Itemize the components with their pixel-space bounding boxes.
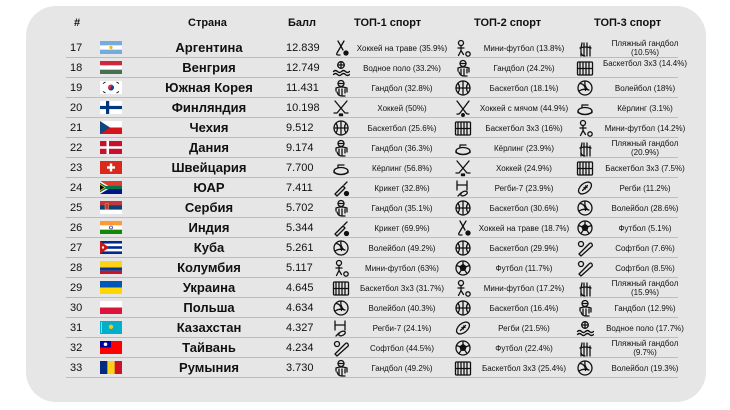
cricket-icon	[332, 179, 350, 197]
cricket-icon	[332, 219, 350, 237]
futsal-icon	[454, 279, 472, 297]
flag-denmark-icon	[100, 141, 122, 154]
flag-colombia-icon	[100, 261, 122, 274]
country-name: Аргентина	[175, 40, 243, 55]
top1-sport: Крикет (32.8%)	[374, 184, 430, 193]
top2-sport: Мини-футбол (13.8%)	[483, 44, 565, 53]
top3-sport: Баскетбол 3х3 (14.4%)	[602, 59, 687, 68]
top3-sport: Футбол (5.1%)	[618, 224, 672, 233]
score-value: 9.512	[286, 122, 314, 134]
rank-number: 24	[70, 182, 83, 194]
top3-sport: Регби (11.2%)	[619, 184, 671, 193]
rank-number: 23	[70, 162, 83, 174]
handball-icon	[576, 299, 594, 317]
top1-sport: Хоккей (50%)	[377, 104, 427, 113]
top1-sport: Регби-7 (24.1%)	[372, 324, 432, 333]
header-top1: ТОП-1 спорт	[354, 17, 422, 29]
volleyball-icon	[332, 239, 350, 257]
volleyball-icon	[576, 79, 594, 97]
score-value: 5.344	[286, 222, 314, 234]
table-header	[26, 9, 706, 35]
rank-number: 32	[70, 342, 83, 354]
score-value: 5.261	[286, 242, 314, 254]
basketball-icon	[454, 199, 472, 217]
top3-sport: Пляжный гандбол (15.9%)	[611, 279, 679, 297]
top1-sport: Крикет (69.9%)	[374, 224, 430, 233]
flag-ukraine-icon	[100, 281, 122, 294]
top3-sport: Софтбол (8.5%)	[615, 264, 675, 273]
score-value: 3.730	[286, 362, 314, 374]
volleyball-icon	[576, 199, 594, 217]
softball-icon	[576, 239, 594, 257]
top2-sport: Хоккей на траве (18.7%)	[478, 224, 570, 233]
flag-kazakhstan-icon	[100, 321, 122, 334]
softball-icon	[576, 259, 594, 277]
country-name: Сербия	[184, 200, 234, 215]
table-row	[26, 258, 706, 278]
football-icon	[454, 339, 472, 357]
top2-sport: Футбол (22.4%)	[495, 344, 553, 353]
table-row	[26, 298, 706, 318]
top1-sport: Волейбол (49.2%)	[368, 244, 436, 253]
field-hockey-icon	[454, 219, 472, 237]
table-row	[26, 58, 706, 78]
header-num: #	[74, 17, 81, 29]
curling-icon	[576, 99, 594, 117]
top2-sport: Регби (21.5%)	[498, 324, 550, 333]
handball-icon	[454, 59, 472, 77]
top3-sport: Волейбол (18%)	[614, 84, 676, 93]
flag-cuba-icon	[100, 241, 122, 254]
basketball-icon	[332, 119, 350, 137]
country-name: Швейцария	[171, 160, 247, 175]
table-row	[26, 118, 706, 138]
top1-sport: Гандбол (49.2%)	[371, 364, 433, 373]
basketball-3x3-icon	[332, 279, 350, 297]
country-name: Чехия	[189, 120, 229, 135]
top3-sport: Кёрлинг (3.1%)	[617, 104, 673, 113]
top2-sport: Регби-7 (23.9%)	[494, 184, 554, 193]
table-body	[26, 38, 706, 378]
softball-icon	[332, 339, 350, 357]
football-icon	[576, 219, 594, 237]
ice-hockey-icon	[454, 159, 472, 177]
top2-sport: Гандбол (24.2%)	[493, 64, 555, 73]
rank-number: 33	[70, 362, 83, 374]
futsal-icon	[332, 259, 350, 277]
top2-sport: Баскетбол 3х3 (25.4%)	[481, 364, 566, 373]
top3-sport: Волейбол (19.3%)	[611, 364, 679, 373]
handball-icon	[332, 359, 350, 377]
rank-number: 29	[70, 282, 83, 294]
top1-sport: Гандбол (36.3%)	[371, 144, 433, 153]
top3-sport: Волейбол (28.6%)	[611, 204, 679, 213]
country-name: ЮАР	[193, 180, 225, 195]
flag-czechia-icon	[100, 121, 122, 134]
table-row	[26, 278, 706, 298]
header-score: Балл	[288, 17, 316, 29]
country-name: Украина	[182, 280, 236, 295]
volleyball-icon	[576, 359, 594, 377]
top1-sport: Кёрлинг (56.8%)	[372, 164, 432, 173]
basketball-icon	[454, 239, 472, 257]
rank-number: 27	[70, 242, 83, 254]
header-top3: ТОП-3 спорт	[594, 17, 662, 29]
score-value: 7.411	[286, 182, 313, 194]
country-name: Южная Корея	[165, 80, 253, 95]
flag-serbia-icon	[100, 201, 122, 214]
basketball-icon	[454, 79, 472, 97]
top2-sport: Кёрлинг (23.9%)	[494, 144, 554, 153]
top1-sport: Баскетбол 3х3 (31.7%)	[359, 284, 444, 293]
rugby-icon	[576, 179, 594, 197]
rank-number: 28	[70, 262, 83, 274]
rugby-icon	[454, 319, 472, 337]
table-row	[26, 98, 706, 118]
beach-handball-icon	[576, 139, 594, 157]
table-row	[26, 178, 706, 198]
score-value: 12.839	[286, 42, 320, 54]
rank-number: 26	[70, 222, 83, 234]
beach-handball-icon	[576, 279, 594, 297]
top3-sport: Софтбол (7.6%)	[615, 244, 675, 253]
score-value: 9.174	[286, 142, 314, 154]
flag-finland-icon	[100, 101, 122, 114]
top2-sport: Футбол (11.7%)	[495, 264, 553, 273]
water-polo-icon	[576, 319, 594, 337]
top2-sport: Хоккей (24.9%)	[496, 164, 552, 173]
rugby-7-icon	[332, 319, 350, 337]
futsal-icon	[576, 119, 594, 137]
handball-icon	[332, 79, 350, 97]
score-value: 12.749	[286, 62, 320, 74]
top1-sport: Гандбол (32.8%)	[371, 84, 433, 93]
flag-argentina-icon	[100, 41, 122, 54]
score-value: 4.234	[286, 342, 314, 354]
rank-number: 25	[70, 202, 83, 214]
top2-sport: Хоккей с мячом (44.9%)	[479, 104, 569, 113]
top2-sport: Баскетбол (18.1%)	[489, 84, 559, 93]
bandy-icon	[454, 99, 472, 117]
curling-icon	[332, 159, 350, 177]
top1-sport: Гандбол (35.1%)	[371, 204, 433, 213]
top1-sport: Волейбол (40.3%)	[368, 304, 436, 313]
table-row	[26, 38, 706, 58]
top1-sport: Мини-футбол (63%)	[365, 264, 439, 273]
country-name: Румыния	[179, 360, 239, 375]
country-name: Финляндия	[171, 100, 247, 115]
basketball-3x3-icon	[576, 59, 594, 77]
top2-sport: Баскетбол (29.9%)	[489, 244, 559, 253]
top3-sport: Баскетбол 3х3 (7.5%)	[605, 164, 685, 173]
rugby-7-icon	[454, 179, 472, 197]
country-name: Польша	[183, 300, 235, 315]
header-top2: ТОП-2 спорт	[474, 17, 542, 29]
basketball-3x3-icon	[454, 359, 472, 377]
table-row	[26, 218, 706, 238]
flag-india-icon	[100, 221, 122, 234]
top3-sport: Пляжный гандбол (20.9%)	[611, 139, 679, 157]
score-value: 5.117	[286, 262, 313, 274]
handball-icon	[332, 199, 350, 217]
field-hockey-icon	[332, 39, 350, 57]
rank-number: 20	[70, 102, 83, 114]
country-name: Венгрия	[182, 60, 236, 75]
basketball-3x3-icon	[576, 159, 594, 177]
country-name: Куба	[193, 240, 225, 255]
score-value: 11.431	[286, 82, 319, 94]
beach-handball-icon	[576, 339, 594, 357]
flag-hungary-icon	[100, 61, 122, 74]
score-value: 4.634	[286, 302, 314, 314]
top2-sport: Баскетбол (16.4%)	[489, 304, 559, 313]
rank-number: 17	[70, 42, 83, 54]
table-row	[26, 78, 706, 98]
football-icon	[454, 259, 472, 277]
score-value: 5.702	[286, 202, 314, 214]
flag-switzerland-icon	[100, 161, 122, 174]
flag-south-korea-icon	[100, 81, 122, 94]
score-value: 4.645	[286, 282, 314, 294]
top3-sport: Мини-футбол (14.2%)	[604, 124, 686, 133]
volleyball-icon	[332, 299, 350, 317]
country-name: Казахстан	[176, 320, 242, 335]
top1-sport: Софтбол (44.5%)	[369, 344, 435, 353]
table-row	[26, 238, 706, 258]
top1-sport: Баскетбол (25.6%)	[367, 124, 437, 133]
top1-sport: Хоккей на траве (35.9%)	[356, 44, 448, 53]
top3-sport: Пляжный гандбол (10.5%)	[611, 39, 679, 57]
table-row	[26, 338, 706, 358]
table-row	[26, 158, 706, 178]
top2-sport: Мини-футбол (17.2%)	[483, 284, 565, 293]
score-value: 7.700	[286, 162, 314, 174]
score-value: 4.327	[286, 322, 314, 334]
flag-taiwan-icon	[100, 341, 122, 354]
handball-icon	[332, 139, 350, 157]
flag-poland-icon	[100, 301, 122, 314]
rank-number: 31	[70, 322, 83, 334]
table-row	[26, 138, 706, 158]
rank-number: 30	[70, 302, 83, 314]
header-country: Страна	[188, 17, 227, 29]
basketball-icon	[454, 299, 472, 317]
top3-sport: Пляжный гандбол (9.7%)	[611, 339, 679, 357]
curling-icon	[454, 139, 472, 157]
country-name: Дания	[189, 140, 229, 155]
score-value: 10.198	[286, 102, 320, 114]
table-row	[26, 358, 706, 378]
flag-romania-icon	[100, 361, 122, 374]
table-row	[26, 198, 706, 218]
top2-sport: Баскетбол (30.6%)	[489, 204, 559, 213]
top3-sport: Гандбол (12.9%)	[614, 304, 676, 313]
ice-hockey-icon	[332, 99, 350, 117]
country-name: Тайвань	[182, 340, 236, 355]
beach-handball-icon	[576, 39, 594, 57]
rank-number: 18	[70, 62, 83, 74]
top2-sport: Баскетбол 3х3 (16%)	[485, 124, 563, 133]
water-polo-icon	[332, 59, 350, 77]
country-name: Индия	[188, 220, 230, 235]
table-row	[26, 318, 706, 338]
top3-sport: Водное поло (17.7%)	[606, 324, 684, 333]
country-name: Колумбия	[177, 260, 241, 275]
futsal-icon	[454, 39, 472, 57]
flag-south-africa-icon	[100, 181, 122, 194]
rank-number: 22	[70, 142, 83, 154]
top1-sport: Водное поло (33.2%)	[363, 64, 441, 73]
rank-number: 21	[70, 122, 83, 134]
basketball-3x3-icon	[454, 119, 472, 137]
rank-number: 19	[70, 82, 83, 94]
